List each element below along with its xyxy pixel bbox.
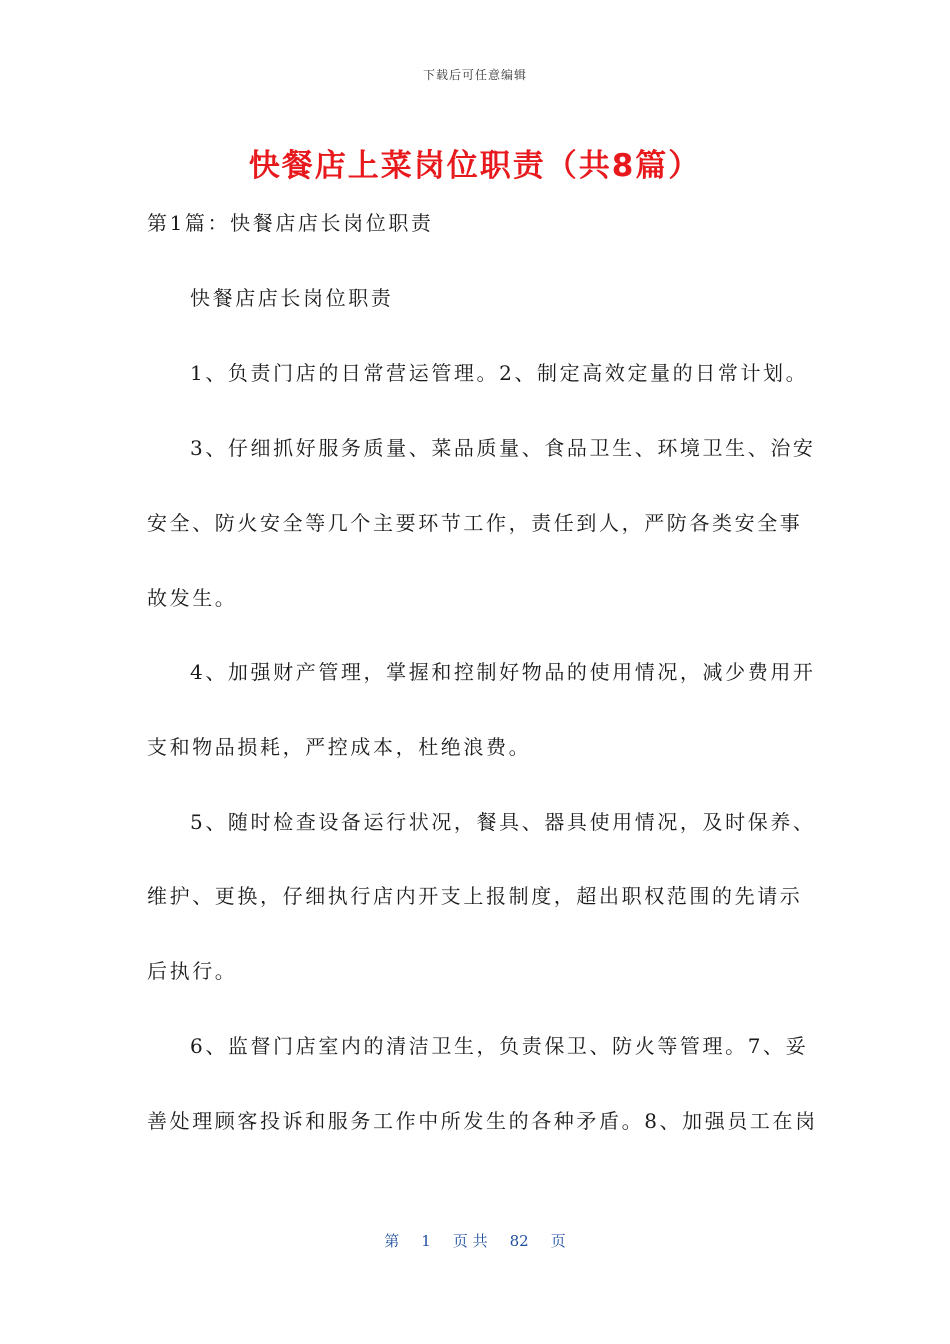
document-title: 快餐店上菜岗位职责（共8篇） [248, 148, 702, 184]
paragraph-line: 支和物品损耗，严控成本，杜绝浪费。 [147, 735, 532, 759]
paragraph-line: 维护、更换，仔细执行店内开支上报制度，超出职权范围的先请示 [147, 884, 803, 908]
paragraph-line: 安全、防火安全等几个主要环节工作，责任到人，严防各类安全事 [147, 511, 803, 535]
footer-suffix: 页 [550, 1232, 566, 1250]
paragraph-line: 善处理顾客投诉和服务工作中所发生的各种矛盾。8、加强员工在岗 [147, 1109, 818, 1133]
current-page-number: 1 [421, 1232, 431, 1250]
footer-prefix: 第 [384, 1232, 400, 1250]
section-heading: 第1篇：快餐店店长岗位职责 [147, 211, 434, 235]
paragraph-line: 5、随时检查设备运行状况，餐具、器具使用情况，及时保养、 [190, 810, 816, 834]
page-footer [0, 1230, 950, 1251]
paragraph-line: 1、负责门店的日常营运管理。2、制定高效定量的日常计划。 [190, 361, 809, 385]
paragraph-line: 4、加强财产管理，掌握和控制好物品的使用情况，减少费用开 [190, 660, 816, 684]
total-page-count: 82 [509, 1232, 529, 1250]
header-note: 下载后可任意编辑 [422, 68, 527, 82]
paragraph-line: 快餐店店长岗位职责 [190, 286, 394, 310]
footer-middle: 页 共 [452, 1232, 488, 1250]
paragraph-line: 3、仔细抓好服务质量、菜品质量、食品卫生、环境卫生、治安 [190, 436, 816, 460]
paragraph-line: 6、监督门店室内的清洁卫生，负责保卫、防火等管理。7、妥 [190, 1034, 809, 1058]
paragraph-line: 故发生。 [147, 586, 238, 610]
paragraph-line: 后执行。 [147, 959, 238, 983]
